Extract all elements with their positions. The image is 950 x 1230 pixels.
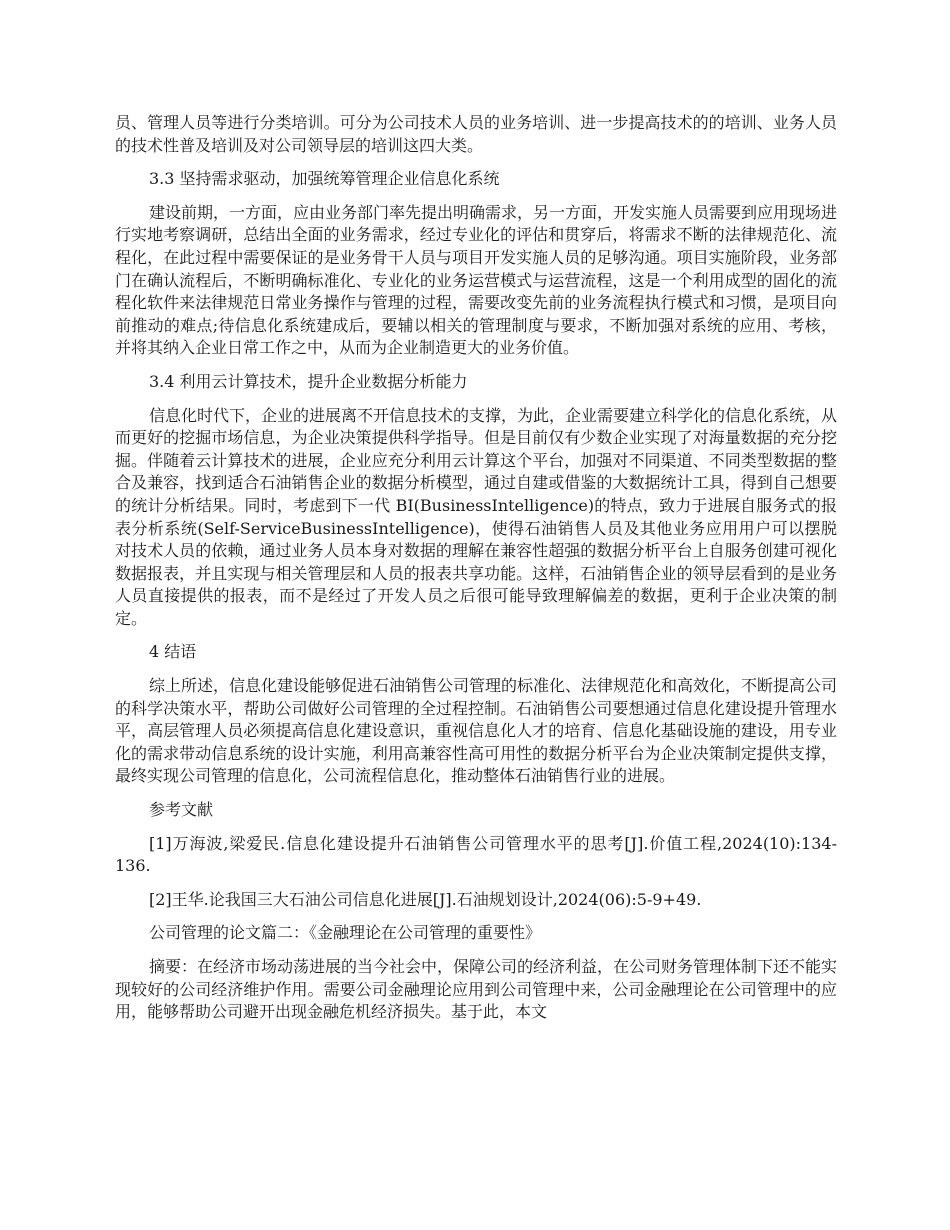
article-two-title: 公司管理的论文篇二：《金融理论在公司管理的重要性》 (149, 923, 542, 943)
reference-item-1: [1]万海波,梁爱民.信息化建设提升石油销售公司管理水平的思考[J].价值工程,2024(10):134-136. (115, 833, 837, 876)
reference-item-2: [2]王华.论我国三大石油公司信息化进展[J].石油规划设计,2024(06):5-9+49. (149, 889, 702, 909)
section-heading-conclusion: 4 结语 (149, 642, 197, 662)
paragraph-cloud-computing: 信息化时代下，企业的进展离不开信息技术的支撑，为此，企业需要建立科学化的信息化系统，从而更好的挖掘市场信息，为企业决策提供科学指导。但是目前仅有少数企业实现了对海量数据的充分挖掘。伴随着云计算技术的进展，企业应充分利用云计算这个平台，加强对不同渠道、不同类型数据的整合及兼容，找到适合石油销售企业的数据分析模型，通过自建或借鉴的大数据统计工具，得到自己想要的统计分析结果。同时，考虑到下一代 BI(BusinessIntelligence)的特点，致力于进展自服务式的报表分析系统(Self-ServiceBusinessIntelligence)，使得石油销售人员及其他业务应用用户可以摆脱对技术人员的依赖，通过业务人员本身对数据的理解在兼容性超强的数据分析平台上自服务创建可视化数据报表，并且实现与相关管理层和人员的报表共享功能。这样，石油销售企业的领导层看到的是业务人员直接提供的报表，而不是经过了开发人员之后很可能导致理解偏差的数据，更利于企业决策的制定。 (115, 405, 838, 628)
abstract-paragraph: 摘要：在经济市场动荡进展的当今社会中，保障公司的经济利益，在公司财务管理体制下还不能实现较好的公司经济维护作用。需要公司金融理论应用到公司管理中来，公司金融理论在公司管理中的应用，能够帮助公司避开出现金融危机经济损失。基于此，本文 (115, 957, 838, 1022)
paragraph-requirements: 建设前期，一方面，应由业务部门率先提出明确需求，另一方面，开发实施人员需要到应用现场进行实地考察调研，总结出全面的业务需求，经过专业化的评估和贯穿后，将需求不断的法律规范化、流程化，在此过程中需要保证的是业务骨干人员与项目开发实施人员的足够沟通。项目实施阶段，业务部门在确认流程后，不断明确标准化、专业化的业务运营模式与运营流程，这是一个利用成型的固化的流程化软件来法律规范日常业务操作与管理的过程，需要改变先前的业务流程执行模式和习惯，是项目向前推动的难点;待信息化系统建成后，要辅以相关的管理制度与要求，不断加强对系统的应用、考核，并将其纳入企业日常工作之中，从而为企业制造更大的业务价值。 (115, 202, 838, 358)
section-heading-3-3: 3.3 坚持需求驱动，加强统筹管理企业信息化系统 (149, 169, 500, 189)
document-page (115, 112, 837, 1035)
paragraph-continued: 员、管理人员等进行分类培训。可分为公司技术人员的业务培训、进一步提高技术的的培训、业务人员的技术性普及培训及对公司领导层的培训这四大类。 (115, 113, 837, 155)
paragraph-conclusion: 综上所述，信息化建设能够促进石油销售公司管理的标准化、法律规范化和高效化，不断提高公司的科学决策水平，帮助公司做好公司管理的全过程控制。石油销售公司要想通过信息化建设提升管理水平，高层管理人员必须提高信息化建设意识，重视信息化人才的培育、信息化基础设施的建设，用专业化的需求带动信息系统的设计实施，利用高兼容性高可用性的数据分析平台为企业决策制定提供支撑，最终实现公司管理的信息化，公司流程信息化，推动整体石油销售行业的进展。 (115, 676, 838, 786)
section-heading-3-4: 3.4 利用云计算技术，提升企业数据分析能力 (149, 371, 468, 391)
references-heading: 参考文献 (149, 800, 214, 820)
